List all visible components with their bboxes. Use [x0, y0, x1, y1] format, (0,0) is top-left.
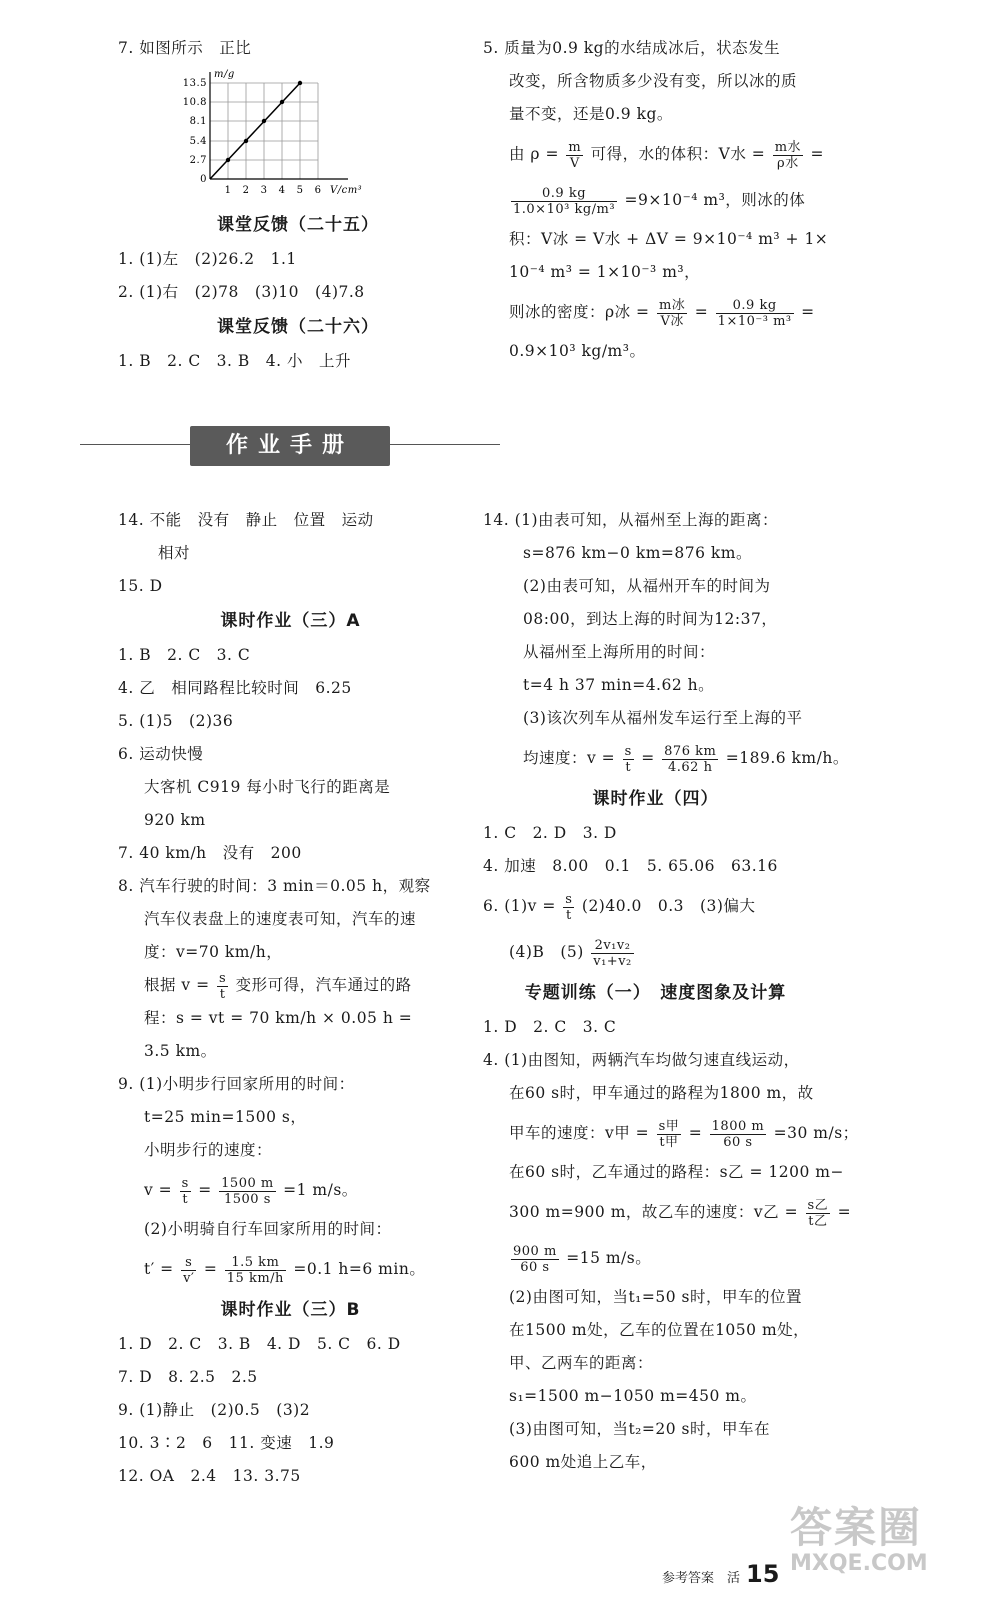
section-heading: 专题训练（一） 速度图象及计算	[524, 983, 787, 1003]
answer-line: 1. B 2. C 3. B 4. 小 上升	[118, 352, 352, 370]
denominator: ρ水	[777, 155, 799, 171]
fraction	[181, 1255, 196, 1286]
answer-line: 5. (1)5 (2)36	[118, 712, 234, 730]
text: =	[203, 1260, 218, 1278]
right-top-column	[483, 32, 843, 368]
left-bottom-column	[118, 504, 463, 1493]
answer-line: 10⁻⁴ m³ = 1×10⁻³ m³，	[509, 263, 701, 281]
denominator: 4.62 h	[668, 759, 713, 775]
mass-volume-graph	[182, 67, 398, 207]
formula-line	[118, 969, 463, 1002]
section-banner	[80, 424, 500, 470]
fraction	[591, 938, 634, 969]
answer-line: 9. (1)小明步行回家所用的时间：	[118, 1075, 355, 1093]
answer-line: 汽车仪表盘上的速度表可知，汽车的速	[144, 910, 417, 928]
text: 甲车的速度：v甲 =	[509, 1124, 650, 1142]
answer-line: 在1500 m处，乙车的位置在1050 m处，	[509, 1321, 810, 1339]
fraction	[773, 140, 803, 171]
x-tick: 6	[314, 185, 322, 196]
y-tick: 2.7	[189, 155, 207, 166]
answer-line: 1. B 2. C 3. C	[118, 646, 251, 664]
answer-line: 在60 s时，乙车通过的路程：s乙 = 1200 m−	[509, 1163, 844, 1181]
answer-line: 1. D 2. C 3. B 4. D 5. C 6. D	[118, 1335, 401, 1353]
watermark	[790, 1495, 928, 1576]
answer-line: 14. (1)由表可知，从福州至上海的距离：	[483, 511, 779, 529]
answer-line: 8. 汽车行驶的时间：3 min＝0.05 h，观察	[118, 877, 431, 895]
proportional-line	[210, 83, 300, 179]
fraction	[566, 140, 583, 171]
x-tick: 4	[278, 185, 286, 196]
numerator: s	[565, 891, 573, 907]
formula-line	[483, 1189, 852, 1235]
formula-line	[483, 735, 849, 781]
text: =9×10⁻⁴ m³，则冰的体	[624, 191, 806, 209]
section-heading: 课时作业（三）A	[220, 611, 361, 631]
numerator: 2v₁v₂	[591, 938, 634, 954]
formula-line	[483, 929, 828, 975]
answer-line: 12. OA 2.4 13. 3.75	[118, 1467, 301, 1485]
graph-grid	[210, 83, 318, 179]
answer-line: 7. D 8. 2.5 2.5	[118, 1368, 258, 1386]
section-heading: 课时作业（四）	[592, 789, 719, 809]
x-tick: 3	[260, 185, 268, 196]
footer-label: 参考答案 活	[662, 1571, 741, 1586]
formula-line	[483, 131, 843, 177]
text: 根据 v =	[144, 976, 210, 994]
answer-line: s=876 km−0 km=876 km。	[523, 544, 752, 562]
y-tick: 5.4	[189, 136, 207, 147]
left-top-column	[118, 32, 478, 378]
denominator: t	[182, 1191, 189, 1207]
numerator: s	[181, 1255, 196, 1271]
answer-line: 4. 乙 相同路程比较时间 6.25	[118, 679, 352, 697]
denominator: 60 s	[723, 1134, 753, 1150]
banner-title: 作业手册	[190, 426, 390, 466]
formula-line	[118, 1246, 463, 1292]
answer-line: 小明步行的速度：	[144, 1141, 273, 1159]
text: =30 m/s；	[773, 1124, 859, 1142]
denominator: t乙	[808, 1213, 828, 1229]
section-heading: 课堂反馈（二十六）	[217, 317, 379, 337]
answer-q7: 7. 如图所示 正比	[118, 39, 252, 57]
answer-line: t=25 min=1500 s，	[144, 1108, 307, 1126]
fraction	[657, 1119, 682, 1150]
fraction	[716, 298, 794, 329]
text: =0.1 h=6 min。	[293, 1260, 426, 1278]
numerator: 1.5 km	[225, 1255, 286, 1271]
fraction	[180, 1176, 191, 1207]
text: 可得，水的体积：V水 =	[590, 145, 766, 163]
denominator: t甲	[659, 1134, 679, 1150]
numerator: 1800 m	[711, 1118, 765, 1134]
section-heading: 课堂反馈（二十五）	[217, 215, 379, 235]
text: (2)40.0 0.3 (3)偏大	[581, 897, 756, 915]
numerator: s甲	[658, 1118, 680, 1134]
watermark-url: MXQE.COM	[790, 1551, 928, 1576]
answer-line: 6. 运动快慢	[118, 745, 204, 763]
answer-line: t=4 h 37 min=4.62 h。	[523, 676, 715, 694]
numerator: s	[624, 743, 632, 759]
answer-line: 4. 加速 8.00 0.1 5. 65.06 63.16	[483, 857, 778, 875]
answer-line: (3)该次列车从福州发车运行至上海的平	[523, 709, 803, 727]
answer-line: 甲、乙两车的距离：	[509, 1354, 654, 1372]
text: =	[837, 1203, 852, 1221]
x-tick: 2	[242, 185, 250, 196]
text: =1 m/s。	[283, 1181, 358, 1199]
answer-line: 改变，所含物质多少没有变，所以冰的质	[509, 72, 798, 90]
answer-line: 2. (1)右 (2)78 (3)10 (4)7.8	[118, 283, 365, 301]
text: (4)B (5)	[509, 943, 584, 961]
y-tick: 8.1	[189, 116, 207, 127]
answer-line: 1. D 2. C 3. C	[483, 1018, 617, 1036]
fraction	[511, 186, 617, 217]
answer-line: 大客机 C919 每小时飞行的距离是	[144, 778, 391, 796]
numerator: s	[219, 970, 227, 986]
denominator: t	[625, 759, 632, 775]
fraction	[217, 971, 228, 1002]
text: =	[688, 1124, 703, 1142]
numerator: 900 m	[513, 1243, 557, 1259]
numerator: m	[568, 139, 582, 155]
answer-line: (3)由图可知，当t₂=20 s时，甲车在	[509, 1420, 770, 1438]
denominator: 1.0×10³ kg/m³	[513, 201, 616, 217]
denominator: v₁+v₂	[593, 953, 632, 969]
denominator: t	[219, 986, 226, 1002]
denominator: 1×10⁻³ m³	[717, 313, 792, 329]
answer-line: 15. D	[118, 577, 163, 595]
answer-line: s₁=1500 m−1050 m=450 m。	[509, 1387, 757, 1405]
answer-line: 920 km	[144, 811, 206, 829]
answer-line: 9. (1)静止 (2)0.5 (3)2	[118, 1401, 311, 1419]
text: =	[810, 145, 824, 163]
answer-line: 4. (1)由图知，两辆汽车均做匀速直线运动，	[483, 1051, 800, 1069]
answer-line: (2)小明骑自行车回家所用的时间：	[144, 1220, 392, 1238]
formula-line	[483, 1110, 859, 1156]
denominator: t	[566, 907, 572, 923]
numerator: 1500 m	[221, 1175, 274, 1191]
text: 均速度：v =	[523, 749, 616, 767]
y-tick: 0	[200, 174, 207, 185]
page-footer	[662, 1560, 779, 1588]
x-tick: 1	[224, 185, 232, 196]
denominator: 15 km/h	[226, 1270, 284, 1286]
denominator: 1500 s	[223, 1191, 271, 1207]
denominator: V冰	[660, 313, 684, 329]
answer-line: 相对	[158, 544, 191, 562]
fraction	[806, 1198, 831, 1229]
y-tick: 10.8	[182, 97, 207, 108]
answer-line: 14. 不能 没有 静止 位置 运动	[118, 511, 374, 529]
text: 则冰的密度：ρ冰 =	[509, 303, 650, 321]
formula-line	[483, 883, 828, 929]
answer-line: 7. 40 km/h 没有 200	[118, 844, 302, 862]
answer-line: 08:00，到达上海的时间为12:37，	[523, 610, 778, 628]
fraction	[662, 744, 718, 775]
fraction	[225, 1255, 286, 1286]
denominator: v′	[183, 1270, 195, 1286]
fraction	[657, 298, 687, 329]
fraction	[623, 744, 634, 775]
fraction	[710, 1119, 767, 1150]
answer-line: 3.5 km。	[144, 1042, 217, 1060]
numerator: 876 km	[664, 743, 717, 759]
formula-line	[483, 1235, 828, 1281]
answer-line: 0.9×10³ kg/m³。	[509, 342, 646, 360]
text: 由 ρ =	[509, 145, 559, 163]
numerator: s	[181, 1175, 189, 1191]
answer-line: (2)由图可知，当t₁=50 s时，甲车的位置	[509, 1288, 802, 1306]
formula-line	[483, 177, 843, 223]
y-axis-label: m/g	[214, 69, 235, 80]
answer-line: 程：s = vt = 70 km/h × 0.05 h =	[144, 1009, 413, 1027]
formula-line	[483, 289, 843, 335]
numerator: 0.9 kg	[511, 186, 617, 202]
fraction	[563, 892, 574, 923]
fraction	[511, 1244, 559, 1275]
answer-line: 度：v=70 km/h，	[144, 943, 283, 961]
text: =	[198, 1181, 212, 1199]
page-number: 15	[746, 1560, 780, 1588]
answer-line: (2)由表可知，从福州开车的时间为	[523, 577, 771, 595]
answer-line: 600 m处追上乙车，	[509, 1453, 657, 1471]
text: =	[801, 303, 815, 321]
answer-line: 5. 质量为0.9 kg的水结成冰后，状态发生	[483, 39, 781, 57]
text: =	[641, 749, 655, 767]
denominator: 60 s	[520, 1259, 550, 1275]
numerator: m冰	[658, 297, 686, 313]
section-heading: 课时作业（三）B	[220, 1300, 361, 1320]
answer-line: 1. (1)左 (2)26.2 1.1	[118, 250, 297, 268]
x-axis-label: V/cm³	[330, 185, 363, 196]
numerator: s乙	[807, 1197, 829, 1213]
answer-line: 10. 3∶2 6 11. 变速 1.9	[118, 1434, 335, 1452]
watermark-text: 答案圈	[790, 1503, 923, 1552]
x-tick: 5	[296, 185, 304, 196]
formula-line	[118, 1167, 463, 1213]
text: =15 m/s。	[566, 1249, 652, 1267]
denominator: V	[569, 155, 580, 171]
answer-line: 量不变，还是0.9 kg。	[509, 105, 673, 123]
text: 变形可得，汽车通过的路	[235, 976, 412, 994]
text: t′ =	[144, 1260, 174, 1278]
text: =189.6 km/h。	[725, 749, 849, 767]
fraction	[219, 1176, 276, 1207]
text: =	[694, 303, 709, 321]
answer-line: 在60 s时，甲车通过的路程为1800 m，故	[509, 1084, 814, 1102]
y-tick: 13.5	[182, 78, 207, 89]
text: 300 m=900 m，故乙车的速度：v乙 =	[509, 1203, 799, 1221]
answer-line: 积：V冰 = V水 + ΔV = 9×10⁻⁴ m³ + 1×	[509, 230, 829, 248]
numerator: 0.9 kg	[716, 298, 794, 314]
right-bottom-column	[483, 504, 859, 1479]
text: 6. (1)v =	[483, 897, 556, 915]
text: v =	[144, 1181, 173, 1199]
answer-line: 1. C 2. D 3. D	[483, 824, 617, 842]
answer-line: 从福州至上海所用的时间：	[523, 643, 716, 661]
numerator: m水	[774, 139, 802, 155]
